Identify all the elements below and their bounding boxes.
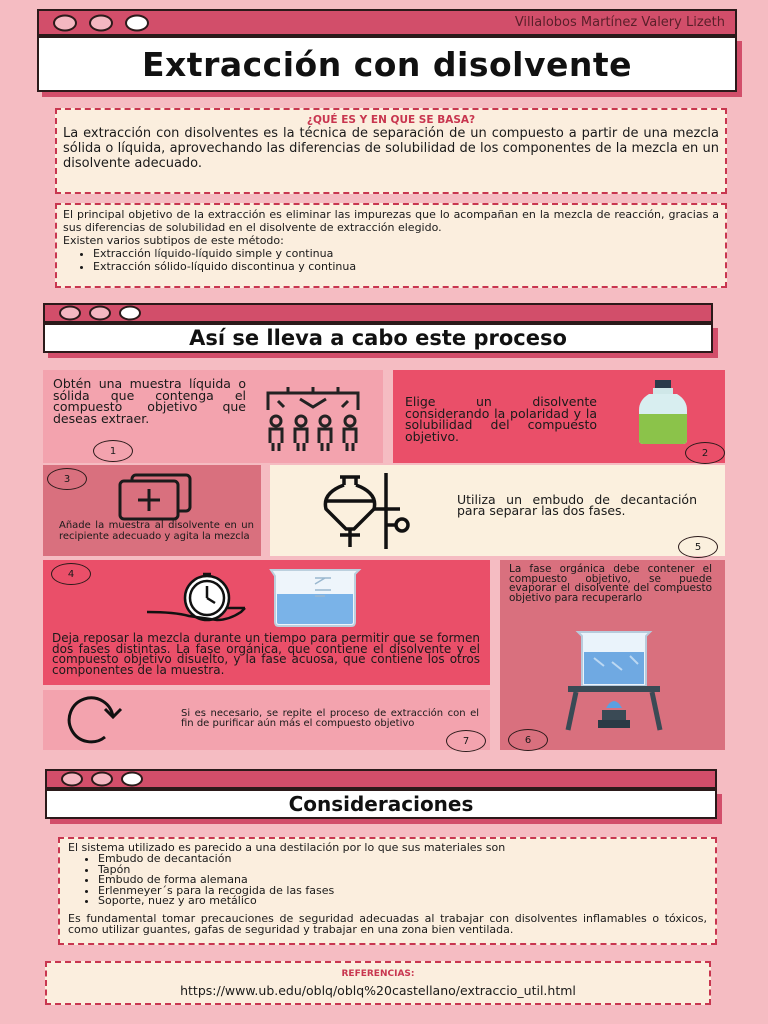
process-title-box [43, 323, 713, 353]
beaker-icon [265, 566, 365, 628]
window-dot-2 [91, 772, 113, 787]
step-4-text: Deja reposar la mezcla durante un tiempo para permitir que se formen dos fases distintas. La fase orgánica, que contiene el disolvente y el compuesto objetivo disuelto, y la fase acuosa, que contiene los otros componentes de la muestra. [52, 631, 480, 677]
people-under-tree-icon [258, 385, 368, 455]
reference-link[interactable]: https://www.ub.edu/oblq/oblq%20castellano/extraccio_util.html [180, 983, 576, 998]
subtypes-list [63, 247, 719, 273]
intro-box [55, 108, 727, 194]
step-4-card [43, 560, 490, 685]
solvent-bottle-icon [633, 378, 693, 448]
references-heading: REFERENCIAS: [341, 969, 415, 979]
considerations-box [58, 837, 717, 945]
step-badge-4: 4 [51, 563, 91, 585]
intro-heading: ¿QUÉ ES Y EN QUE SE BASA? [306, 114, 476, 126]
step-badge-1: 1 [93, 440, 133, 462]
objective-text: El principal objetivo de la extracción es eliminar las impurezas que lo acompañan en la mezcla de reacción, gracias a sus diferencias de solubilidad en el disolvente de extracción elegido. [63, 208, 719, 234]
list-item: • Tapón [98, 865, 707, 876]
step-7-card [43, 690, 490, 750]
window-dot-3 [119, 306, 141, 321]
step-6-text: La fase orgánica debe contener el compuesto objetivo, se puede evaporar el disolvente del compuesto objetivo para recuperarlo [509, 563, 712, 604]
step-badge-3: 3 [47, 468, 87, 490]
list-item: • Extracción sólido-líquido discontinua y continua [93, 260, 719, 273]
author-name: Villalobos Martínez Valery Lizeth [514, 15, 725, 30]
step-1-card [43, 370, 383, 463]
subtypes-intro: Existen varios subtipos de este método: [63, 234, 284, 247]
list-item: • Embudo de forma alemana [98, 875, 707, 886]
list-item: • Embudo de decantación [98, 854, 707, 865]
separatory-funnel-icon [310, 471, 410, 551]
step-badge-5: 5 [678, 536, 718, 558]
step-6-card [500, 560, 725, 750]
step-1-text: Obtén una muestra líquida o sólida que contenga el compuesto objetivo que deseas extraer. [53, 376, 246, 426]
window-dot-1 [59, 306, 81, 321]
step-2-card [393, 370, 725, 463]
header-title-box [37, 36, 737, 92]
safety-text: Es fundamental tomar precauciones de seguridad adecuadas al trabajar con disolventes inflamables o tóxicos, como utilizar guantes, gafas de seguridad y trabajar en una zona bien ventilada. [68, 911, 707, 936]
window-dot-3 [125, 14, 149, 31]
process-window-bar [43, 303, 713, 323]
intro-text: La extracción con disolventes es la técnica de separación de un compuesto a partir de una mezcla sólida o líquida, aprovechando las diferencias de solubilidad de los componentes de la mezcla en un disolvente adecuado. [63, 126, 719, 171]
header-window-bar [37, 9, 737, 36]
considerations-intro: El sistema utilizado es parecido a una destilación por lo que sus materiales son [68, 841, 506, 854]
step-badge-2: 2 [685, 442, 725, 464]
step-3-card [43, 465, 261, 556]
list-item: • Soporte, nuez y aro metálico [98, 896, 707, 907]
considerations-window-bar [45, 769, 717, 789]
list-item: • Extracción líquido-líquido simple y continua [93, 247, 719, 260]
step-5-text: Utiliza un embudo de decantación para separar las dos fases. [457, 492, 697, 518]
step-3-text: Añade la muestra al disolvente en un recipiente adecuado y agita la mezcla [59, 520, 254, 542]
page-title: Extracción con disolvente [141, 44, 633, 84]
window-dot-3 [121, 772, 143, 787]
add-box-icon [116, 473, 196, 521]
considerations-title: Consideraciones [288, 792, 474, 816]
objective-box [55, 203, 727, 288]
window-dot-2 [89, 306, 111, 321]
refresh-icon [61, 695, 125, 747]
step-badge-7: 7 [446, 730, 486, 752]
stopwatch-hand-icon [145, 568, 255, 626]
window-dot-1 [61, 772, 83, 787]
step-7-text: Si es necesario, se repite el proceso de extracción con el fin de purificar aún más el compuesto objetivo [181, 708, 479, 729]
step-5-card [270, 465, 725, 556]
references-box [45, 961, 711, 1005]
window-dot-2 [89, 14, 113, 31]
process-title: Así se lleva a cabo este proceso [189, 326, 567, 350]
step-badge-6: 6 [508, 729, 548, 751]
window-dot-1 [53, 14, 77, 31]
step-2-text: Elige un disolvente considerando la polaridad y la solubilidad del compuesto objetivo. [405, 394, 597, 444]
burner-beaker-icon [564, 626, 664, 736]
list-item: • Erlenmeyer´s para la recogida de las fases [98, 886, 707, 897]
considerations-title-box [45, 789, 717, 819]
materials-list [68, 854, 707, 907]
